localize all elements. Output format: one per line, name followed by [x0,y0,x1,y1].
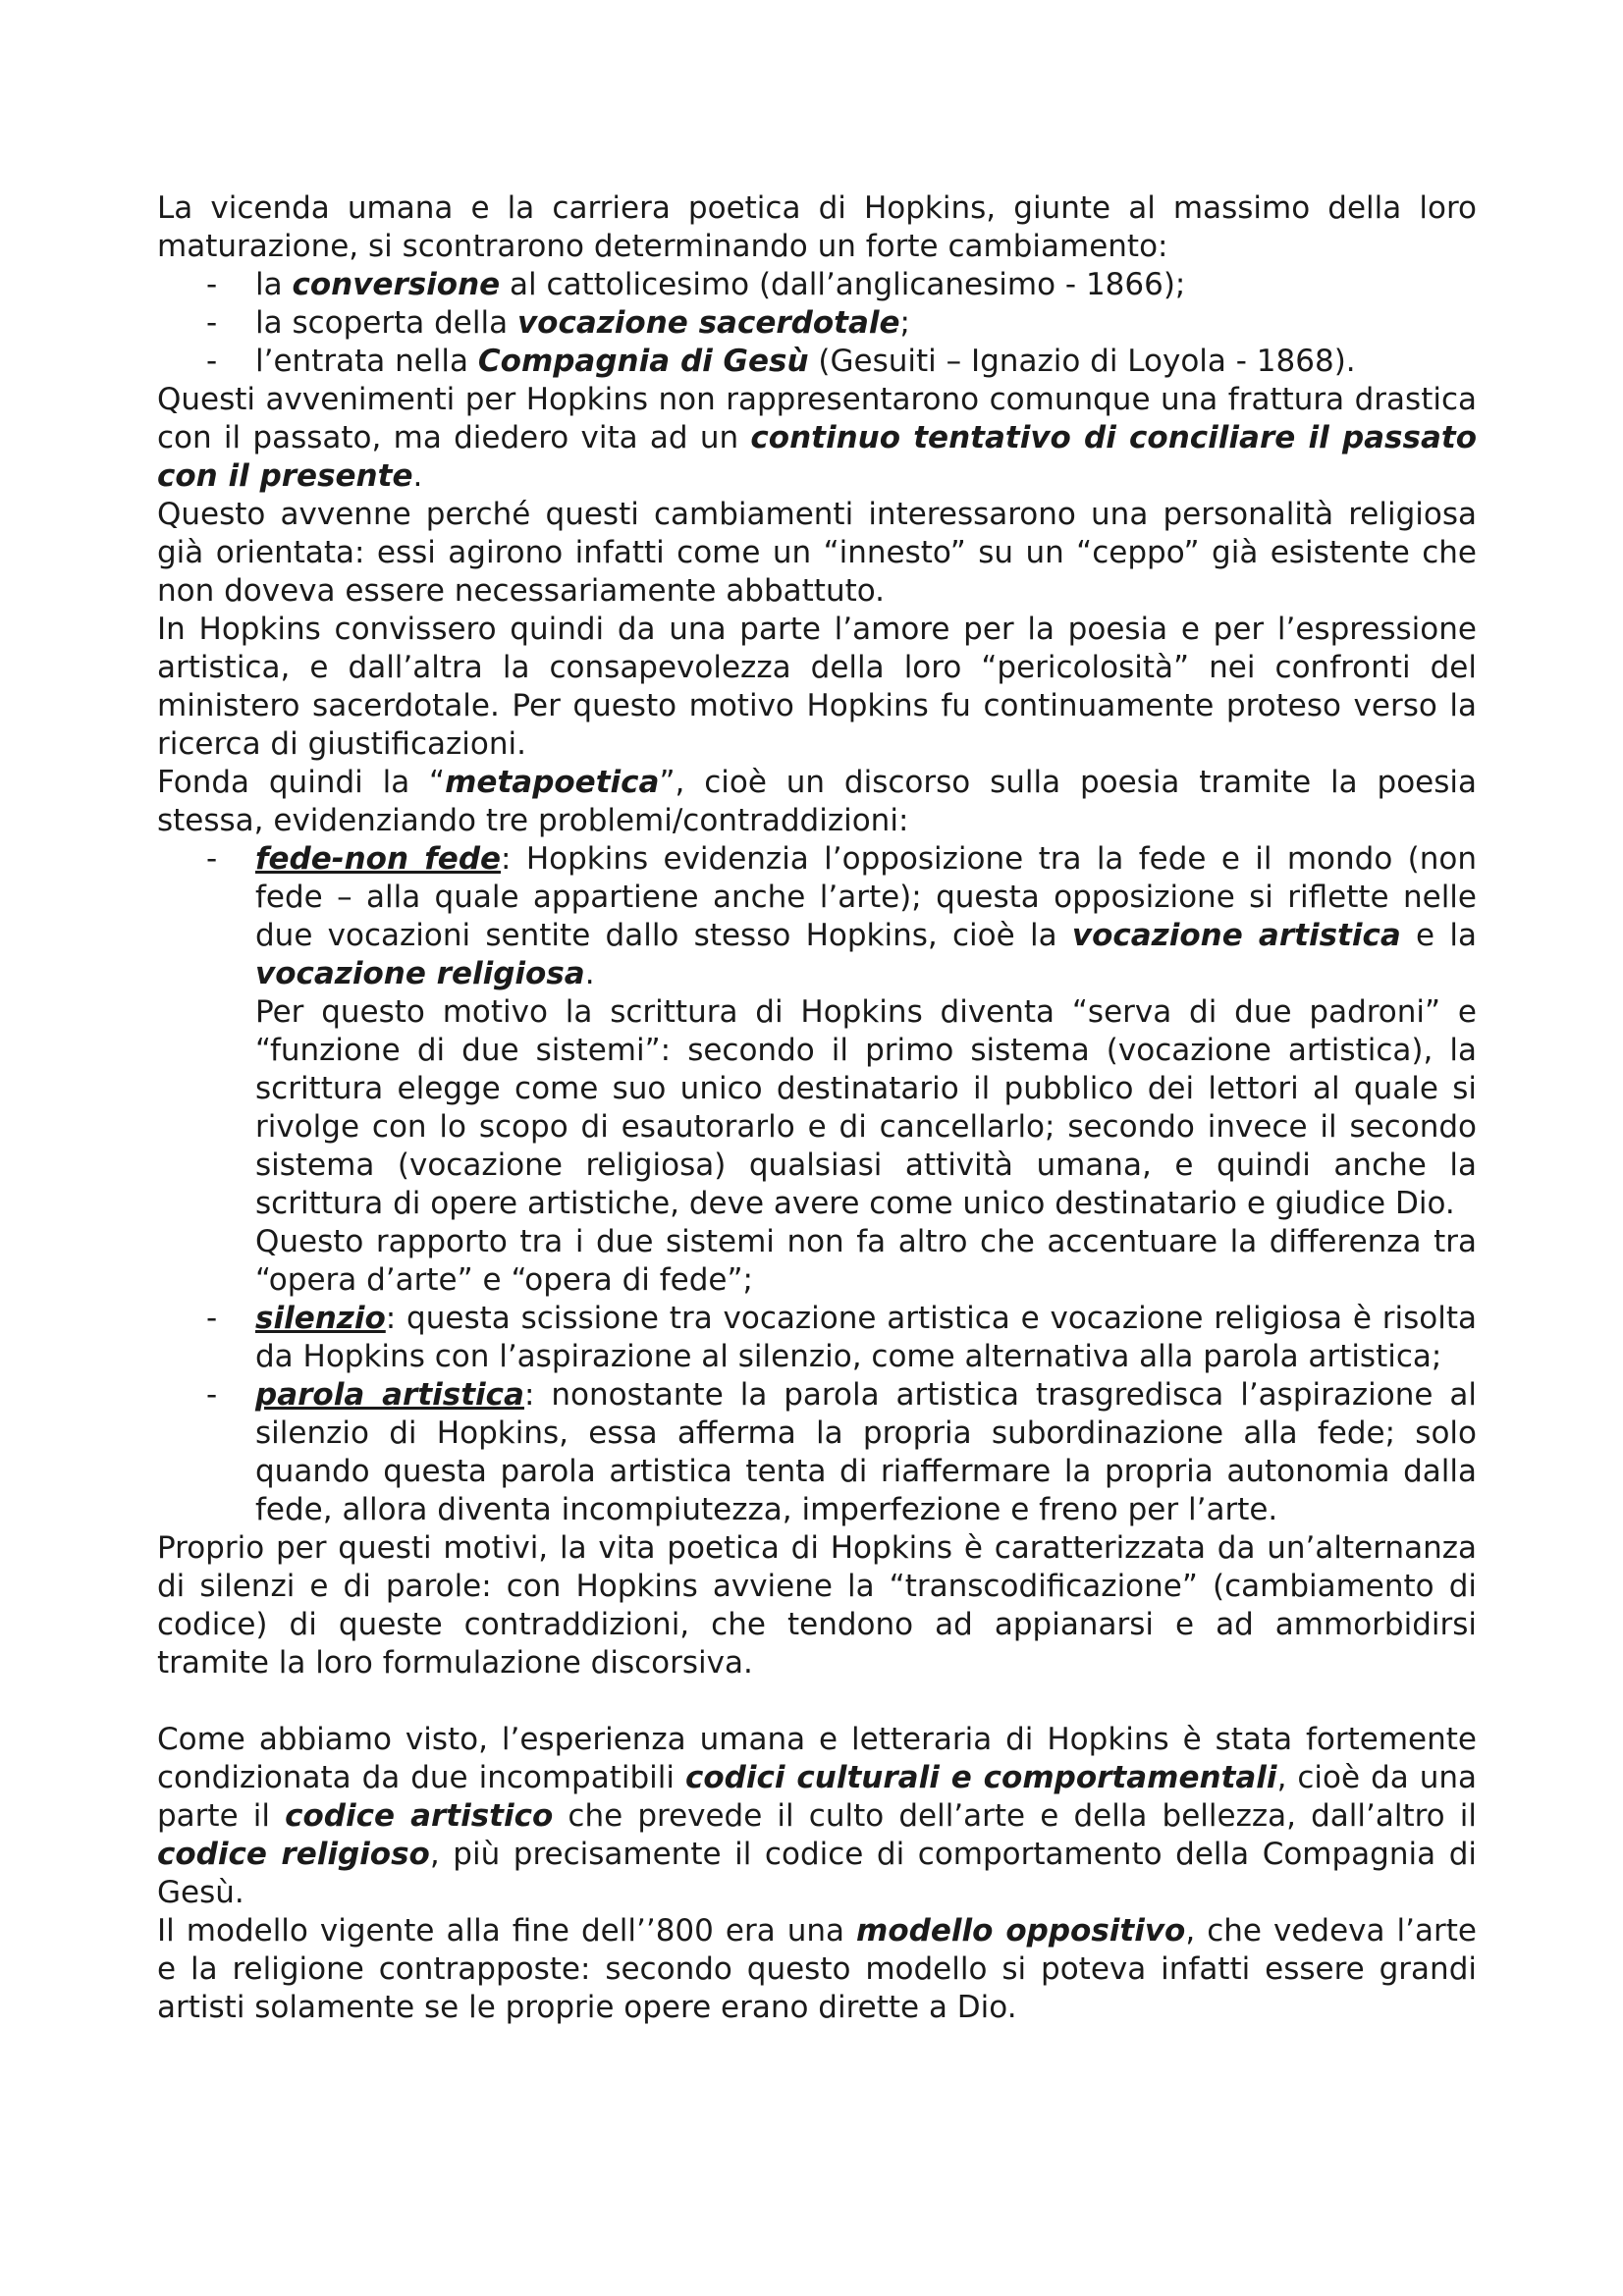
changes-list [157,266,1477,381]
love-paragraph: In Hopkins convissero quindi da una parte l’amore per la poesia e per l’espressione artistica, e dall’altra la consapevolezza della loro “pericolosità” nei confronti del ministero sacerdotale. Per questo motivo Hopkins fu continuamente proteso verso la ricerca di giustificazioni. [157,612,1477,762]
document-page [157,189,1477,2027]
list-item: - la conversione al cattolicesimo (dall’anglicanesimo - 1866); [157,266,1477,304]
term-parola-artistica: parola artistica [255,1377,524,1413]
reasons-paragraph: Proprio per questi motivi, la vita poetica di Hopkins è caratterizzata da un’alternanza di silenzi e di parole: con Hopkins avviene la “transcodificazione” (cambiamento di codice) di queste contraddizioni, che tendono ad appianarsi e ad ammorbidirsi tramite la loro formulazione discorsiva. [157,1530,1477,1681]
events-paragraph: Questi avvenimenti per Hopkins non rappresentarono comunque una frattura drastica con il passato, ma diedero vita ad un continuo tentativo di conciliare il passato con il presente. [157,382,1477,494]
problems-list [157,840,1477,1529]
intro-paragraph: La vicenda umana e la carriera poetica di Hopkins, giunte al massimo della loro maturazione, si scontrarono determinando un forte cambiamento: [157,190,1477,264]
list-item: - la scoperta della vocazione sacerdotale; [157,304,1477,343]
model-paragraph: Il modello vigente alla fine dell’’800 era una modello oppositivo, che vedeva l’arte e la religione contrapposte: secondo questo modello si poteva infatti essere grandi artisti solamente se le proprie opere erano dirette a Dio. [157,1913,1477,2025]
list-item-silenzio: - silenzio: questa scissione tra vocazione artistica e vocazione religiosa è risolta da Hopkins con l’aspirazione al silenzio, come alternativa alla parola artistica; [157,1300,1477,1376]
list-item: - l’entrata nella Compagnia di Gesù (Gesuiti – Ignazio di Loyola - 1868). [157,343,1477,381]
graft-paragraph: Questo avvenne perché questi cambiamenti interessarono una personalità religiosa già orientata: essi agirono infatti come un “innesto” su un “ceppo” già esistente che non doveva essere necessariamente abbattuto. [157,497,1477,609]
list-item-parola-artistica: - parola artistica: nonostante la parola artistica trasgredisca l’aspirazione al silenzio di Hopkins, essa afferma la propria subordinazione alla fede; solo quando questa parola artistica tenta di riaffermare la propria autonomia dalla fede, allora diventa incompiutezza, imperfezione e freno per l’arte. [157,1376,1477,1529]
codes-paragraph: Come abbiamo visto, l’esperienza umana e letteraria di Hopkins è stata fortemente condizionata da due incompatibili codici culturali e comportamentali, cioè da una parte il codice artistico che prevede il culto dell’arte e della bellezza, dall’altro il codice religioso, più precisamente il codice di comportamento della Compagnia di Gesù. [157,1722,1478,1910]
metapoetica-paragraph: Fonda quindi la “metapoetica”, cioè un discorso sulla poesia tramite la poesia stessa, evidenziando tre problemi/contraddizioni: [157,765,1477,838]
faith-subparagraph-1: Per questo motivo la scrittura di Hopkins diventa “serva di due padroni” e “funzione di due sistemi”: secondo il primo sistema (vocazione artistica), la scrittura elegge come suo unico destinatario il pubblico dei lettori al quale si rivolge con lo scopo di esautorarlo e di cancellarlo; secondo invece il secondo sistema (vocazione religiosa) qualsiasi attività umana, e quindi anche la scrittura di opere artistiche, deve avere come unico destinatario e giudice Dio. [255,994,1477,1221]
faith-subparagraph-2: Questo rapporto tra i due sistemi non fa altro che accentuare la differenza tra “opera d’arte” e “opera di fede”; [255,1224,1477,1298]
term-silenzio: silenzio [255,1301,386,1336]
paragraph-gap [157,1682,1477,1721]
term-fede-non-fede: fede-non fede [255,841,502,877]
list-item-fede-non-fede: - fede-non fede: Hopkins evidenzia l’opposizione tra la fede e il mondo (non fede – alla quale appartiene anche l’arte); questa opposizione si riflette nelle due vocazioni sentite dallo stesso Hopkins, cioè la vocazione artistica e la vocazione religiosa. Per questo motivo la scrittura di Hopkins diventa “serva di due padroni” e “funzione di due sistemi”: secondo il primo sistema (vocazione artistica), la scrittura elegge come suo unico destinatario il pubblico dei lettori al quale si rivolge con lo scopo di esautorarlo e di cancellarlo; secondo invece il secondo sistema (vocazione religiosa) qualsiasi attività umana, e quindi anche la scrittura di opere artistiche, deve avere come unico destinatario e giudice Dio. Questo rapporto tra i due sistemi non fa altro che accentuare la differenza tra “opera d’arte” e “opera di fede”; [157,840,1477,1300]
